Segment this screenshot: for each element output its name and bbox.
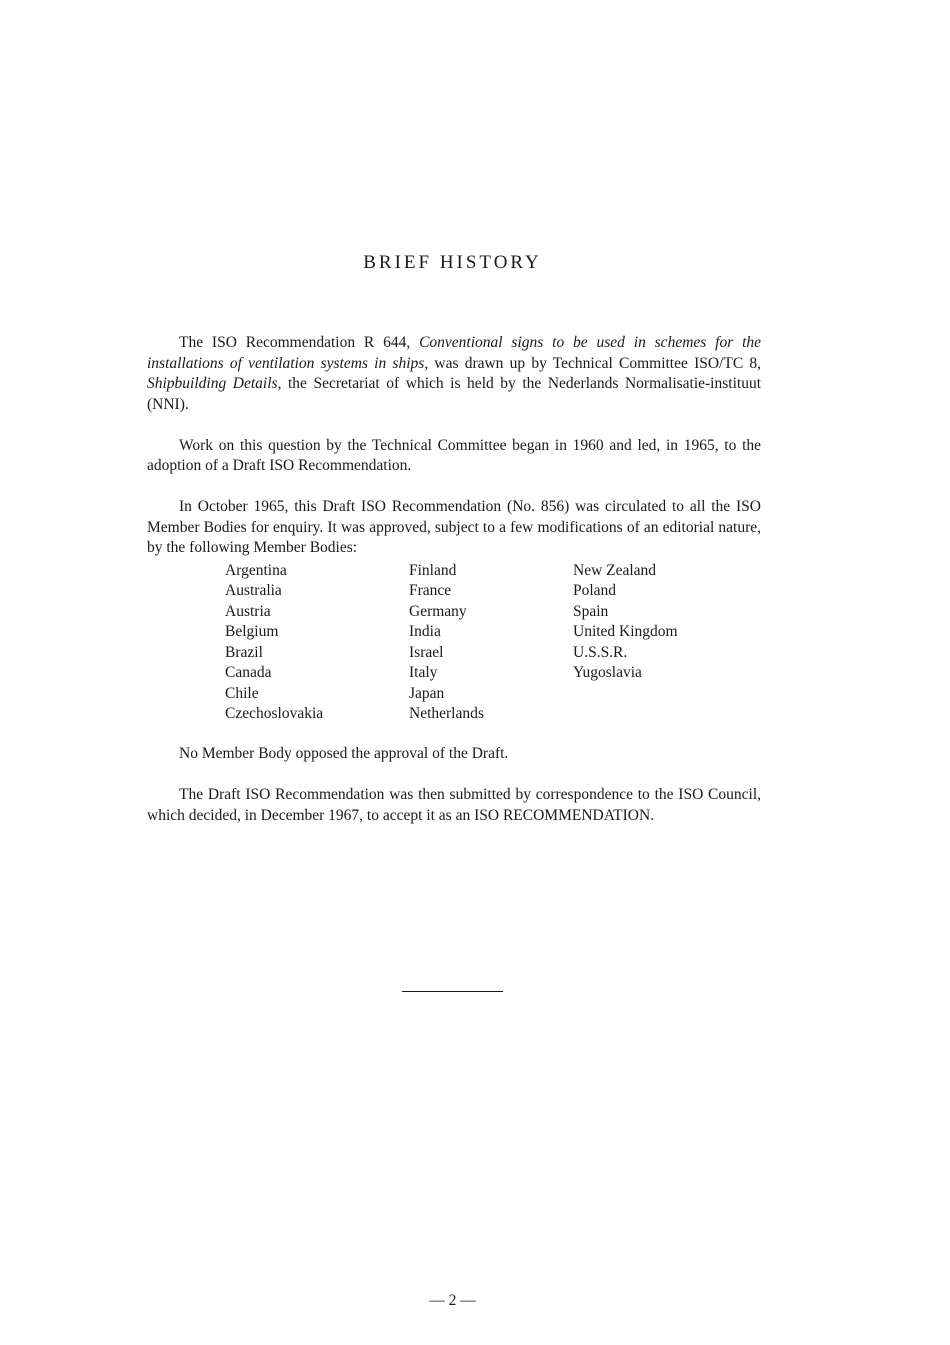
member-body: Italy bbox=[409, 664, 438, 681]
member-body: Argentina bbox=[225, 561, 287, 579]
member-body: Australia bbox=[225, 582, 282, 599]
member-body: New Zealand bbox=[573, 561, 657, 579]
paragraph-spacer bbox=[147, 415, 761, 436]
page-title: BRIEF HISTORY bbox=[363, 252, 542, 273]
committee-name: Shipbuilding Details bbox=[147, 375, 278, 392]
paragraph-council: The Draft ISO Recommendation was then submitted by correspondence to the ISO Council, which decided, in December 1967, to accept it as an ISO RECOMMENDATION. bbox=[147, 786, 761, 824]
member-bodies-list bbox=[147, 559, 761, 724]
section-divider bbox=[402, 991, 503, 992]
member-body: Brazil bbox=[225, 643, 263, 661]
paragraph-intro-text-2: , was drawn up by Technical Committee ISO/TC 8, bbox=[424, 354, 761, 372]
member-body: India bbox=[409, 623, 441, 640]
paragraph-work: Work on this question by the Technical Committee began in 1960 and led, in 1965, to the adoption of a Draft ISO Recommendation. bbox=[147, 436, 761, 474]
member-body: Spain bbox=[573, 602, 609, 620]
member-body: Finland bbox=[409, 561, 457, 579]
member-body: Yugoslavia bbox=[573, 664, 642, 681]
member-body: Israel bbox=[409, 643, 444, 661]
paragraph-enquiry: In October 1965, this Draft ISO Recommendation (No. 856) was circulated to all the ISO Member Bodies for enquiry. It was approved, subject to a few modifications of an editorial nature, by the following Member Bodies: bbox=[147, 498, 761, 556]
member-body: Poland bbox=[573, 582, 617, 599]
member-body: Belgium bbox=[225, 623, 279, 640]
member-body: Netherlands bbox=[409, 705, 484, 722]
member-bodies-column-3 bbox=[573, 561, 678, 684]
member-bodies-column-2 bbox=[409, 561, 484, 725]
member-body: Germany bbox=[409, 602, 467, 620]
member-body: Czechoslovakia bbox=[225, 705, 324, 722]
body-text bbox=[147, 333, 761, 826]
page-number: — 2 — bbox=[429, 1292, 476, 1309]
paragraph-no-opposition: No Member Body opposed the approval of the Draft. bbox=[179, 745, 509, 762]
paragraph-intro bbox=[147, 333, 761, 415]
member-bodies-column-1 bbox=[225, 561, 323, 725]
recommendation-title: Conventional signs to be used in schemes for the installations of ventilation systems in ships bbox=[147, 334, 762, 372]
paragraph-spacer bbox=[147, 724, 761, 745]
member-body: Japan bbox=[409, 684, 445, 702]
member-body: France bbox=[409, 582, 452, 599]
paragraph-spacer bbox=[147, 477, 761, 498]
paragraph-spacer bbox=[147, 765, 761, 786]
member-body: Canada bbox=[225, 664, 272, 681]
paragraph-intro-text-1: The ISO Recommendation R 644, bbox=[179, 334, 420, 351]
member-body: Chile bbox=[225, 684, 259, 702]
member-body: U.S.S.R. bbox=[573, 643, 628, 661]
paragraph-intro-text-3: , the Secretariat of which is held by the Nederlands Normalisatie-instituut (NNI). bbox=[147, 375, 761, 413]
member-body: United Kingdom bbox=[573, 623, 678, 640]
member-body: Austria bbox=[225, 602, 271, 620]
